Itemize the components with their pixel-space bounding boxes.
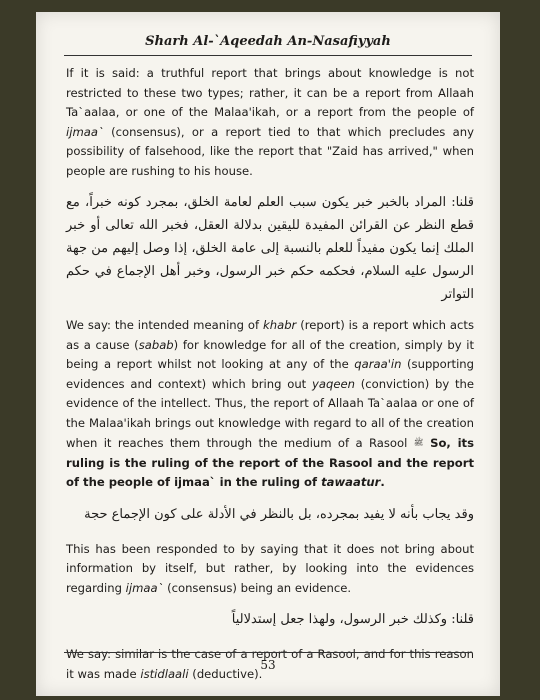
paragraph-response: This has been responded to by saying that it does not bring about information by itself, but rather, by looking into the evidences regarding ijmaa` (consensus) being an evidence. <box>66 541 474 595</box>
salutation-honorific: ﷺ <box>413 438 424 447</box>
header-rule <box>64 55 472 56</box>
paragraph-objection: If it is said: a truthful report that brings about knowledge is not restricted to these two types; rather, it can be a report from Allaah Ta`aalaa, or one of the Malaa'ikah, or a report from the people of ijmaa` (consensus), or a report tied to that which precludes any possibility of falsehood, like the report that "Zaid has arrived," when people are rushing to his house. <box>66 66 474 178</box>
paragraph-reply: We say: similar is the case of a report of a Rasool, and for this reason it was made istidlaali (deductive). <box>66 647 474 681</box>
arabic-text-answer: قلنا: المراد بالخبر خبر يكون سبب العلم لعامة الخلق، بمجرد كونه خبراً، مع قطع النظر عن القرائن المفيدة لليقين بدلالة العقل، فخبر الله تعالى أو خبر الملك إنما يكون مفيداً للعلم بالنسبة إلى عامة الخلق، إذا وصل إليهم من جهة الرسول عليه السلام، فحكمه حكم خبر الرسول، وخبر أهل الإجماع في حكم التواتر <box>66 195 474 302</box>
arabic-text-response: وقد يجاب بأنه لا يفيد بمجرده، بل بالنظر في الأدلة على كون الإجماع حجة <box>84 506 474 522</box>
page-number: 53 <box>260 658 276 672</box>
paragraph-answer: We say: the intended meaning of khabr (report) is a report which acts as a cause (sabab) for knowledge for all of the creation, simply by it being a report whilst not looking at any of the qaraa'in (supporting evidences and context) which bring out yaqeen (conviction) by the evidence of the intellect. Thus, the report of Allaah Ta`aalaa or one of the Malaa'ikah brings out knowledge with regard to all of the creation when it reaches them through the medium of a Rasool ﷺ So, its ruling is the ruling of the report of the Rasool and the report of the people of ijmaa` in the ruling of tawaatur. <box>66 318 474 489</box>
footer-rule <box>64 652 472 653</box>
page-body <box>66 64 474 694</box>
book-page <box>36 12 500 696</box>
running-header-title: Sharh Al-`Aqeedah An-Nasafiyyah <box>145 34 391 49</box>
arabic-text-reply: قلنا: وكذلك خبر الرسول، ولهذا جعل إستدلالياً <box>231 612 474 627</box>
